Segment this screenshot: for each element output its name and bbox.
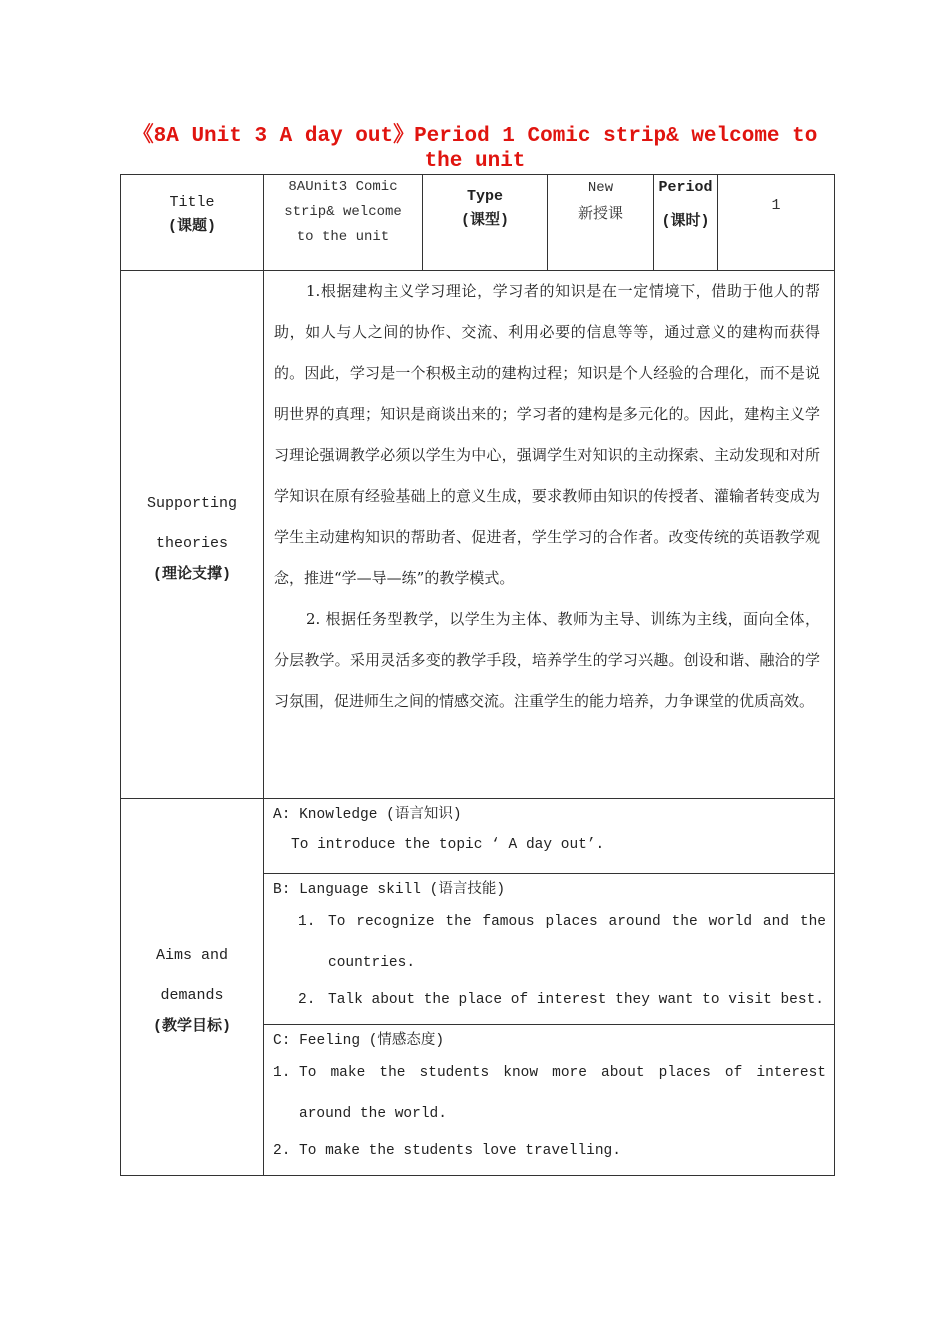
type-label-en: Type	[466, 188, 503, 205]
theory-paragraph: 1.根据建构主义学习理论，学习者的知识是在一定情境下，借助于他人的帮助，如人与人之间的协作、交流、利用必要的信息等等，通过意义的建构而获得的。因此，学习是一个积极主动的建构过程；知识是个人经验的合理化，而不是说明世界的真理；知识是商谈出来的；学习者的建构是多元化的。因此，建构主义学习理论强调教学必须以学生为中心，强调学生对知识的主动探索、主动发现和对所学知识在原有经验基础上的意义生成，要求教师由知识的传授者、灌输者转变成为学生主动建构知识的帮助者、促进者，学生学习的合作者。改变传统的英语教学观念，推进“学—导—练”的教学模式。	[274, 282, 820, 587]
type-value-cell	[548, 175, 654, 271]
period-label-cn: (课时)	[661, 213, 710, 230]
list-item-number: 2.	[298, 992, 316, 1008]
lesson-plan-table	[120, 174, 835, 1176]
list-item-number: 1.	[298, 914, 316, 930]
title-label-en: Title	[169, 194, 215, 211]
knowledge-text: To introduce the topic ‘ A day out’.	[291, 837, 605, 853]
feeling-heading: C: Feeling (情感态度)	[273, 1033, 445, 1049]
type-label-cell	[423, 175, 548, 271]
skill-cell	[264, 874, 835, 1025]
title-label-cn: (课题)	[167, 218, 216, 235]
aims-label-line: demands	[160, 987, 224, 1004]
title-value-line: 8AUnit3 Comic	[288, 179, 398, 195]
type-value-en: New	[587, 180, 614, 196]
title-label-cell	[121, 175, 264, 271]
title-value-line: to the unit	[296, 229, 390, 245]
theories-row	[121, 271, 835, 799]
period-label-cell	[654, 175, 718, 271]
knowledge-heading: A: Knowledge (语言知识)	[273, 807, 462, 823]
list-item-number: 1.	[273, 1065, 291, 1081]
type-label-cn: (课型)	[460, 212, 509, 229]
aims-knowledge-row	[121, 799, 835, 874]
list-item-text: Talk about the place of interest they want to visit best.	[328, 992, 824, 1008]
aims-label-cell	[121, 799, 264, 1176]
list-item-text: To recognize the famous places around the world and the countries.	[328, 914, 826, 971]
list-item	[273, 902, 826, 984]
theories-label-cn: (理论支撑)	[152, 565, 231, 583]
aims-label-cn: (教学目标)	[152, 1018, 231, 1035]
title-value-cell	[264, 175, 423, 271]
period-label-en: Period	[658, 179, 713, 196]
feeling-cell	[264, 1025, 835, 1176]
feeling-list	[273, 1053, 826, 1167]
theories-label-line: theories	[155, 534, 228, 552]
page-title: 《8A Unit 3 A day out》Period 1 Comic strip& welcome to the unit	[132, 125, 818, 173]
theories-content	[264, 271, 835, 799]
theory-paragraph: 2. 根据任务型教学，以学生为主体、教师为主导、训练为主线，面向全体，分层教学。采用灵活多变的教学手段，培养学生的学习兴趣。创设和谐、融洽的学习氛围，促进师生之间的情感交流。注重学生的能力培养，力争课堂的优质高效。	[274, 610, 820, 710]
title-value-line: strip& welcome	[284, 204, 402, 220]
period-value-cell	[718, 175, 835, 271]
theories-label-cell	[121, 271, 264, 799]
list-item-text: To make the students love travelling.	[299, 1143, 621, 1159]
list-item-number: 2.	[273, 1143, 291, 1159]
knowledge-cell	[264, 799, 835, 874]
list-item-text: To make the students know more about places of interest around the world.	[299, 1065, 826, 1122]
skill-heading: B: Language skill (语言技能)	[273, 882, 506, 898]
list-item	[273, 1053, 826, 1135]
aims-label-line: Aims and	[155, 947, 228, 964]
list-item	[273, 984, 826, 1016]
header-row	[121, 175, 835, 271]
type-value-cn: 新授课	[577, 204, 623, 222]
period-value: 1	[771, 197, 781, 214]
list-item	[273, 1135, 826, 1167]
theories-label-line: Supporting	[146, 494, 237, 512]
skill-list	[273, 902, 826, 1016]
